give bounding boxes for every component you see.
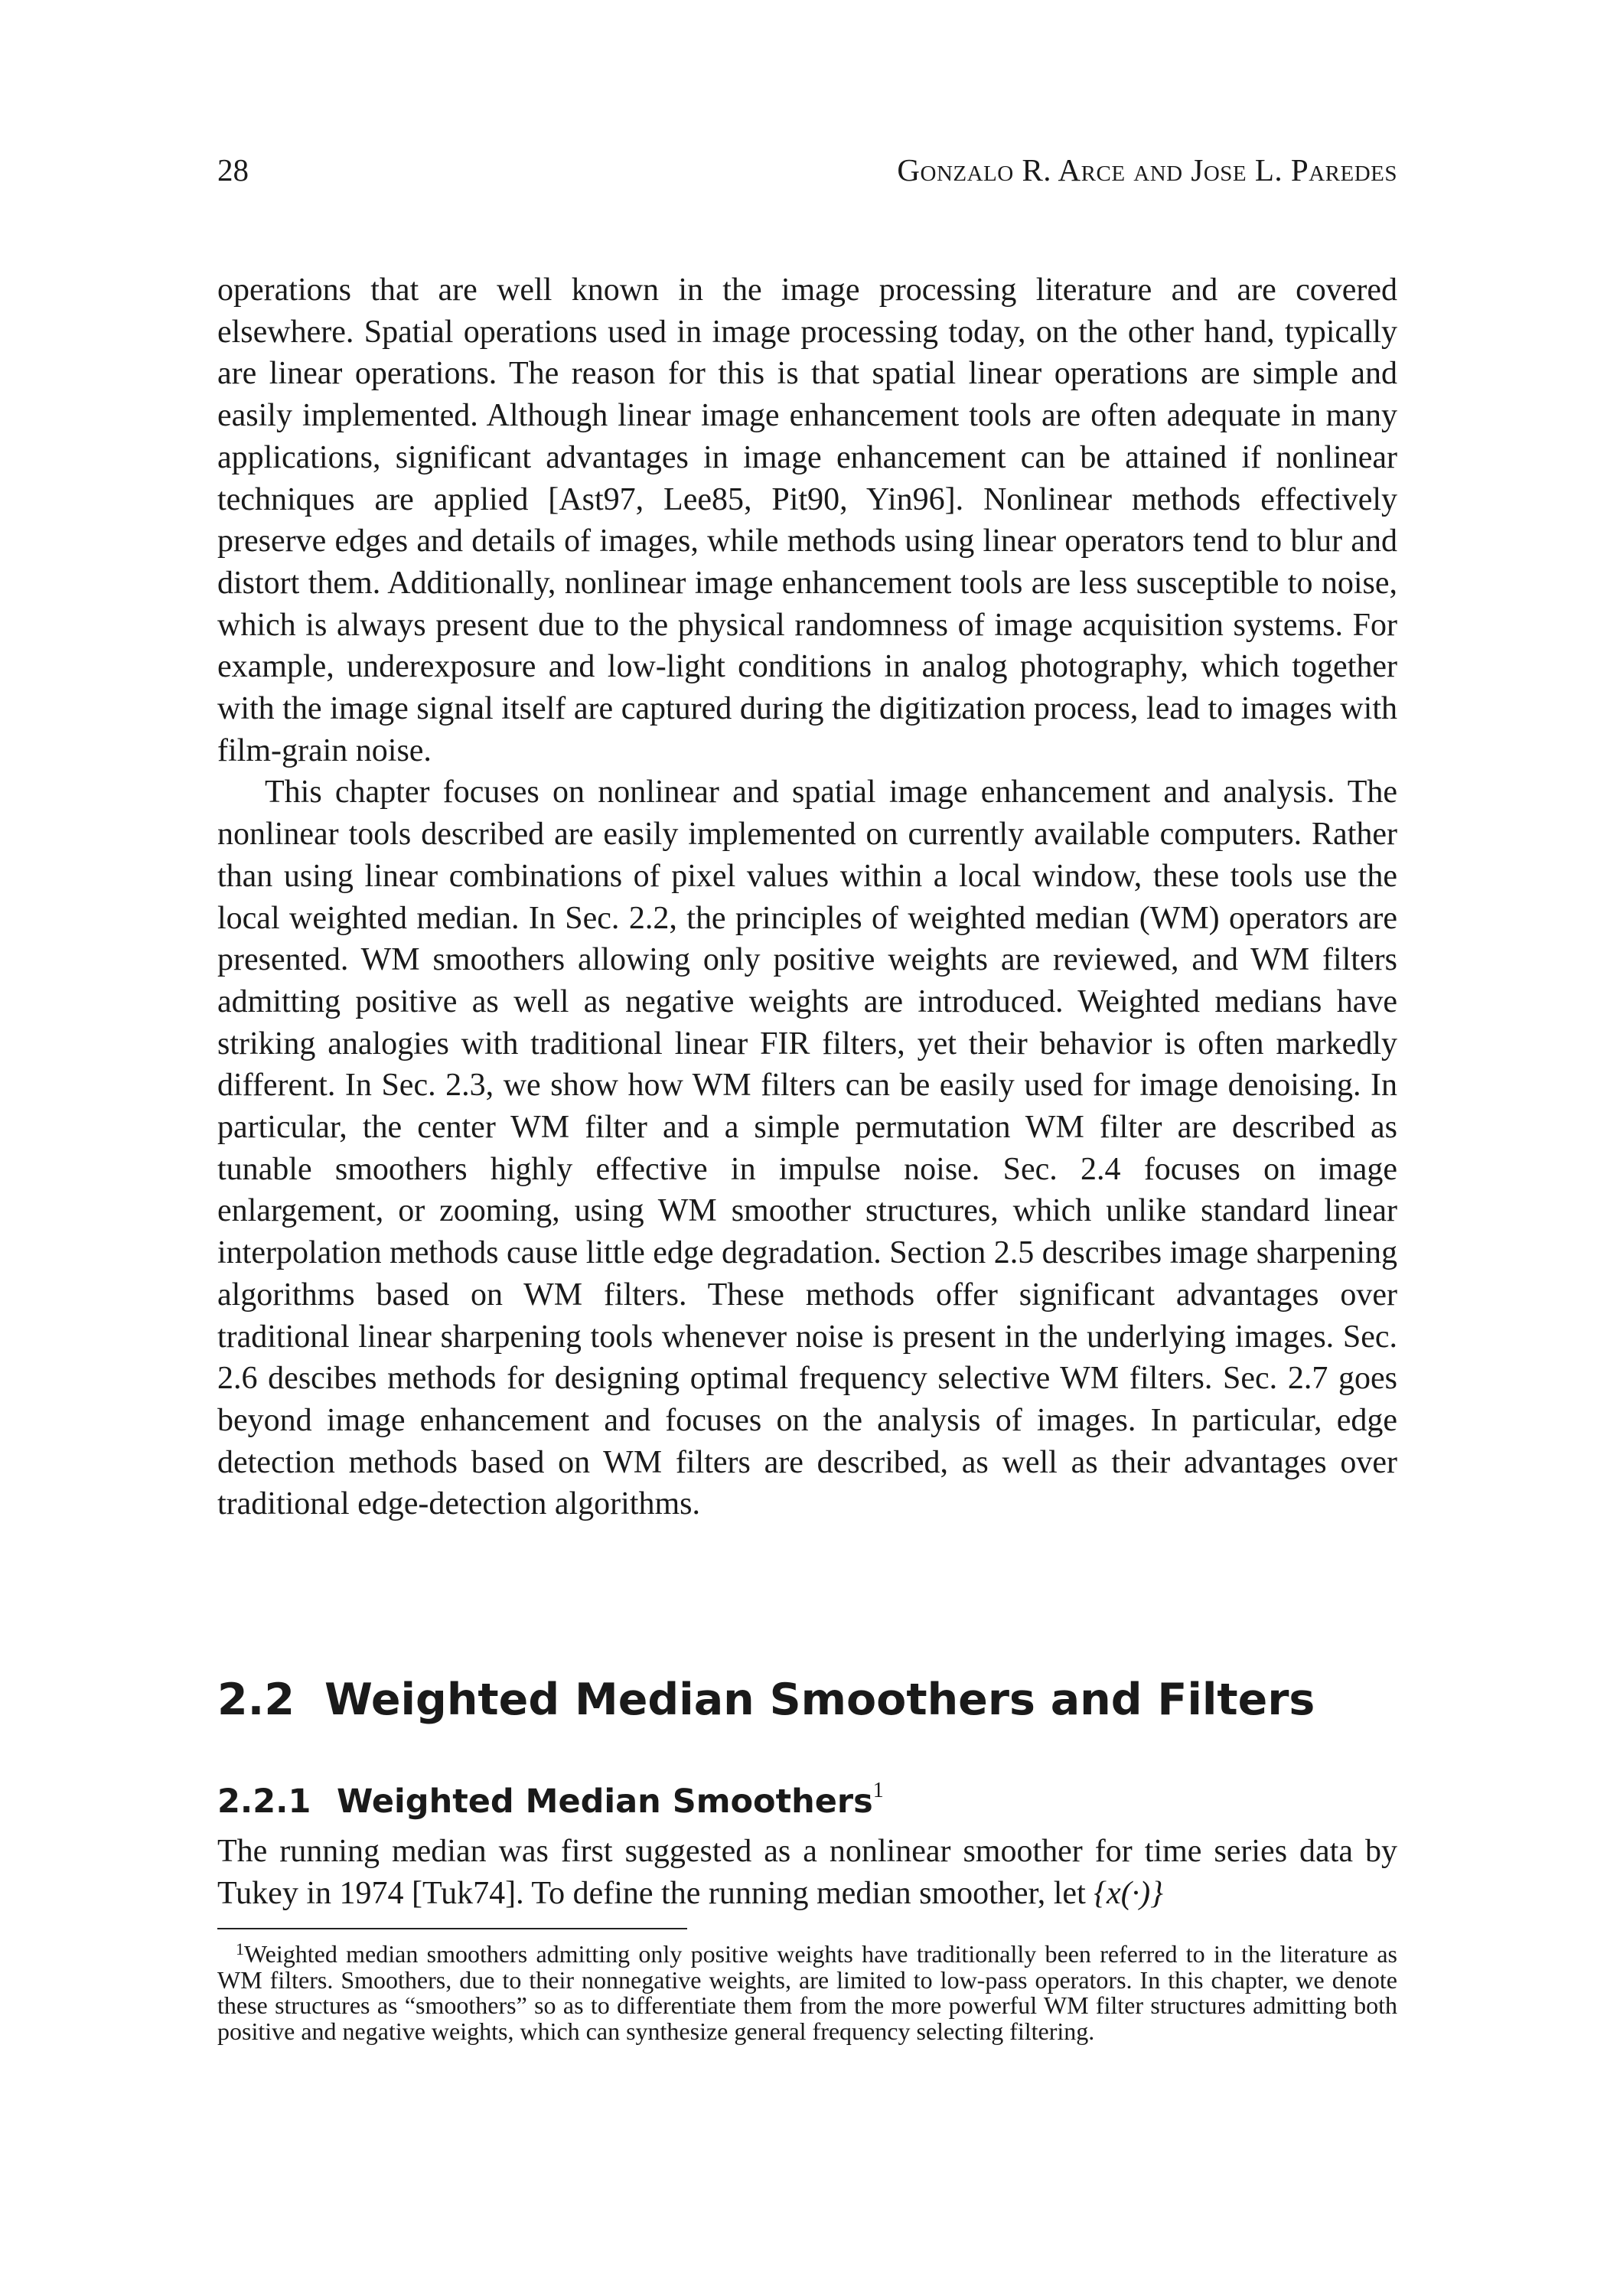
subsection-title: Weighted Median Smoothers bbox=[337, 1782, 873, 1821]
math-expression: {x(·)} bbox=[1094, 1875, 1163, 1911]
paragraph: This chapter focuses on nonlinear and spatial image enhancement and analysis. The nonlinear tools described are easily implemented on currently available computers. Rather than using linear combinations of pixel values within a local window, these tools use the local weighted median. In Sec. 2.2, the principles of weighted median (WM) operators are presented. WM smoothers allowing only positive weights are reviewed, and WM filters admitting positive as well as negative weights are introduced. Weighted medians have striking analogies with traditional linear FIR filters, yet their behavior is often markedly different. In Sec. 2.3, we show how WM filters can be easily used for image denoising. In particular, the center WM filter and a simple permutation WM filter are described as tunable smoothers highly effective in impulse noise. Sec. 2.4 focuses on image enlargement, or zooming, using WM smoother structures, which unlike standard linear interpolation methods cause little edge degradation. Section 2.5 describes image sharpening algorithms based on WM filters. These methods offer significant advantages over traditional linear sharpening tools whenever noise is present in the underlying images. Sec. 2.6 descibes methods for designing optimal frequency selective WM filters. Sec. 2.7 goes beyond image enhancement and focuses on the analysis of images. In particular, edge detection methods based on WM filters are described, as well as their advantages over traditional edge-detection algorithms. bbox=[217, 775, 1397, 1522]
page-number: 28 bbox=[217, 152, 249, 188]
running-head bbox=[217, 152, 1397, 197]
footnote-reference: 1 bbox=[872, 1779, 884, 1802]
section-title: Weighted Median Smoothers and Filters bbox=[324, 1675, 1315, 1725]
footnote-marker: 1 bbox=[236, 1939, 244, 1958]
paragraph-text: The running median was first suggested as a nonlinear smoother for time series data by Tukey in 1974 [Tuk74]. To define the running median smoother, let bbox=[217, 1834, 1397, 1911]
subsection-number: 2.2.1 bbox=[217, 1782, 311, 1821]
subsection-heading bbox=[217, 1769, 1397, 1823]
section-heading bbox=[217, 1673, 1397, 1727]
intro-text bbox=[217, 269, 1397, 1525]
paragraph: operations that are well known in the image processing literature and are covered elsewhere. Spatial operations used in image processing today, on the other hand, typically are linear operations. The reason for this is that spatial linear operations are simple and easily implemented. Although linear image enhancement tools are often adequate in many applications, significant advantages in image enhancement can be attained if nonlinear techniques are applied [Ast97, Lee85, Pit90, Yin96]. Nonlinear methods effectively preserve edges and details of images, while methods using linear operators tend to blur and distort them. Additionally, nonlinear image enhancement tools are less susceptible to noise, which is always present due to the physical randomness of image acquisition systems. For example, underexposure and low-light conditions in analog photography, which together with the image signal itself are captured during the digitization process, lead to images with film-grain noise. bbox=[217, 272, 1397, 768]
paragraph bbox=[217, 1831, 1397, 1914]
footnote-divider bbox=[217, 1928, 687, 1929]
running-head-authors: Gonzalo R. Arce and Jose L. Paredes bbox=[897, 152, 1397, 188]
section-number: 2.2 bbox=[217, 1675, 295, 1725]
subsection-text bbox=[217, 1831, 1397, 1914]
footnote-text: Weighted median smoothers admitting only positive weights have traditionally been referred to in the literature as WM filters. Smoothers, due to their nonnegative weights, are limited to low-pass operators. In this chapter, we denote these structures as “smoothers” so as to differentiate them from the more powerful WM filter structures admitting both positive and negative weights, which can synthesize general frequency selecting filtering. bbox=[217, 1940, 1397, 2045]
footnote bbox=[217, 1936, 1397, 2044]
